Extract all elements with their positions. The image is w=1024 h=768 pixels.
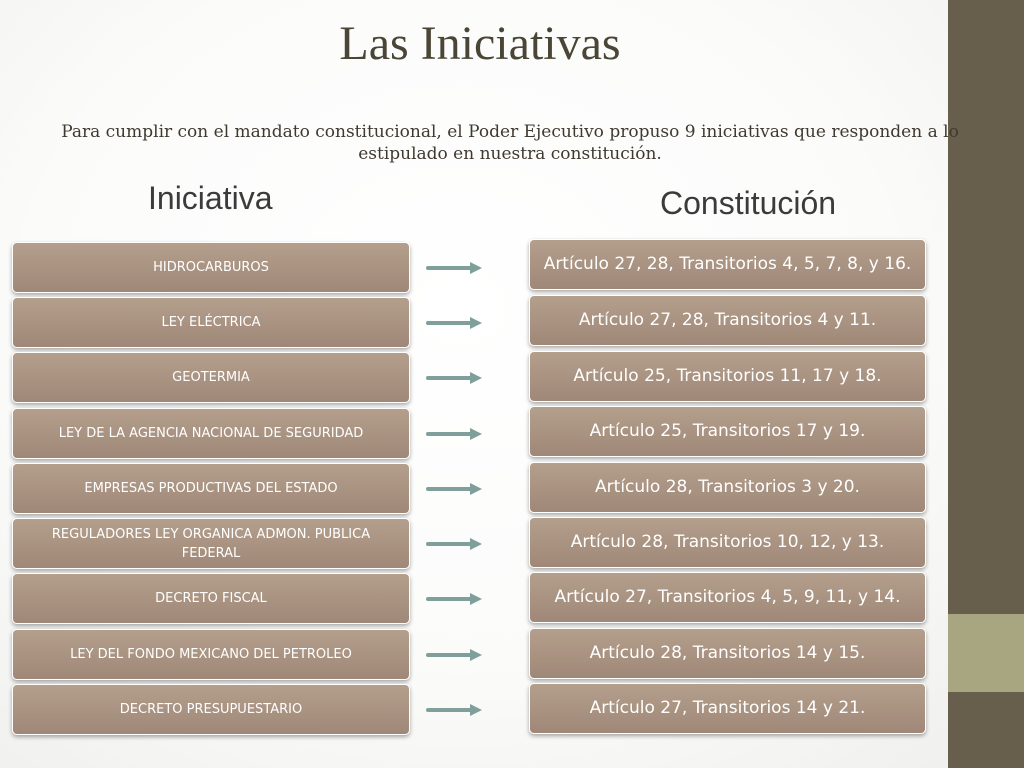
arrow-right-icon: [424, 481, 484, 497]
initiative-box: DECRETO FISCAL: [12, 573, 410, 624]
initiative-box: LEY DE LA AGENCIA NACIONAL DE SEGURIDAD: [12, 408, 410, 459]
initiative-box: LEY ELÉCTRICA: [12, 297, 410, 348]
constitution-articles-box: Artículo 27, 28, Transitorios 4, 5, 7, 8, y 16.: [529, 239, 926, 290]
slide-title: Las Iniciativas: [339, 17, 621, 70]
constitution-articles-box: Artículo 28, Transitorios 14 y 15.: [529, 628, 926, 679]
constitution-articles-box: Artículo 27, 28, Transitorios 4 y 11.: [529, 295, 926, 346]
slide-subtitle: Para cumplir con el mandato constitucional, el Poder Ejecutivo propuso 9 iniciativas que responden a lo estipulado en nuestra constitución.: [61, 122, 959, 164]
arrow-right-icon: [424, 647, 484, 663]
arrow-right-icon: [424, 315, 484, 331]
arrow-right-icon: [424, 536, 484, 552]
initiative-box: LEY DEL FONDO MEXICANO DEL PETROLEO: [12, 629, 410, 680]
constitution-articles-box: Artículo 25, Transitorios 17 y 19.: [529, 406, 926, 457]
column-header-constitucion: Constitución: [660, 185, 837, 221]
constitution-articles-box: Artículo 25, Transitorios 11, 17 y 18.: [529, 351, 926, 402]
constitution-articles-box: Artículo 27, Transitorios 14 y 21.: [529, 683, 926, 734]
arrow-right-icon: [424, 426, 484, 442]
constitution-articles-box: Artículo 28, Transitorios 10, 12, y 13.: [529, 517, 926, 568]
arrow-right-icon: [424, 370, 484, 386]
arrow-right-icon: [424, 591, 484, 607]
initiative-box: EMPRESAS PRODUCTIVAS DEL ESTADO: [12, 463, 410, 514]
sidebar-accent-decoration: [948, 614, 1024, 692]
constitution-articles-box: Artículo 27, Transitorios 4, 5, 9, 11, y 14.: [529, 572, 926, 623]
initiative-box: DECRETO PRESUPUESTARIO: [12, 684, 410, 735]
column-header-iniciativa: Iniciativa: [148, 180, 273, 216]
initiative-box: REGULADORES LEY ORGANICA ADMON. PUBLICA FEDERAL: [12, 518, 410, 569]
initiative-box: HIDROCARBUROS: [12, 242, 410, 293]
initiative-box: GEOTERMIA: [12, 352, 410, 403]
constitution-articles-box: Artículo 28, Transitorios 3 y 20.: [529, 462, 926, 513]
arrow-right-icon: [424, 260, 484, 276]
arrow-right-icon: [424, 702, 484, 718]
